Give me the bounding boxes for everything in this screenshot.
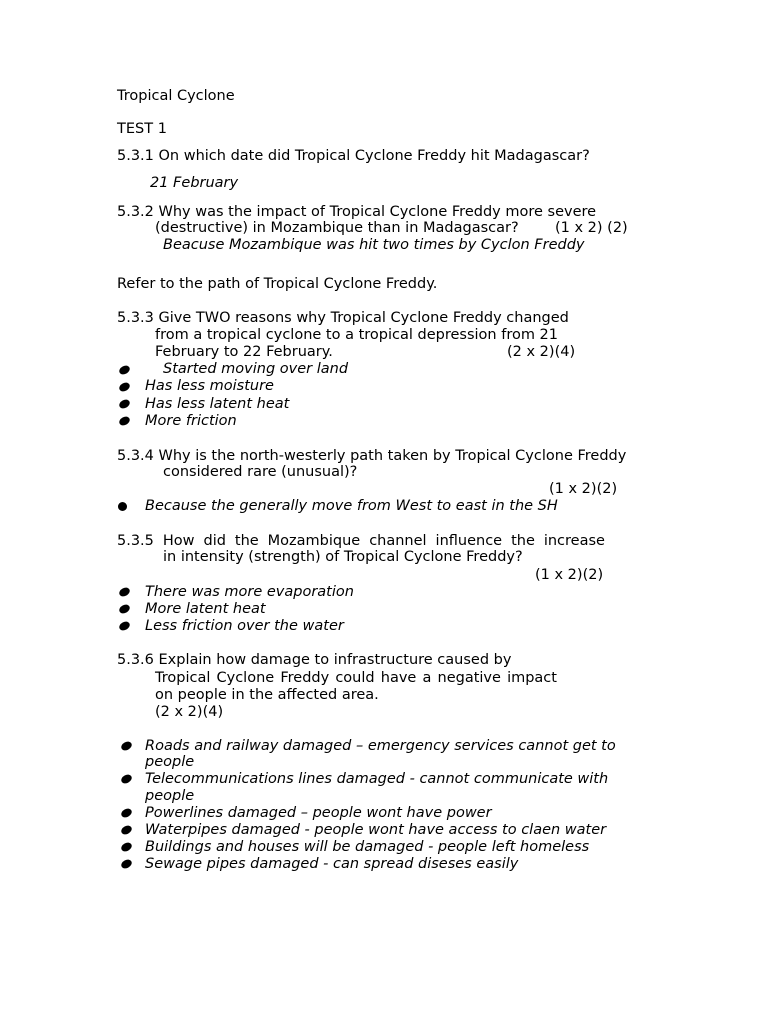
bullet-icon bbox=[118, 364, 131, 376]
bullet-icon bbox=[118, 502, 127, 511]
bullet-icon bbox=[120, 740, 133, 752]
answer-5-3-6-item: Roads and railway damaged – emergency services cannot get to bbox=[145, 738, 616, 754]
bullet-icon bbox=[118, 415, 131, 427]
answer-5-3-1: 21 February bbox=[150, 175, 239, 191]
marks-5-3-4: (1 x 2)(2) bbox=[549, 481, 618, 497]
answer-5-3-6-item: Waterpipes damaged - people wont have access to claen water bbox=[145, 822, 607, 838]
answer-5-3-2: Beacuse Mozambique was hit two times by Cyclon Freddy bbox=[163, 237, 585, 253]
question-5-3-3-line1: 5.3.3 Give TWO reasons why Tropical Cyclone Freddy changed bbox=[117, 310, 569, 326]
answer-5-3-6-item: Telecommunications lines damaged - cannot communicate with bbox=[145, 771, 609, 787]
test-label: TEST 1 bbox=[117, 121, 167, 137]
question-5-3-2-line1: 5.3.2 Why was the impact of Tropical Cyclone Freddy more severe bbox=[117, 204, 597, 220]
answer-5-3-5-item: Less friction over the water bbox=[145, 618, 344, 634]
question-5-3-5-line1: 5.3.5 How did the Mozambique channel influence the increase bbox=[117, 533, 605, 549]
bullet-icon bbox=[118, 381, 131, 393]
answer-5-3-3-item: More friction bbox=[145, 413, 237, 429]
bullet-icon bbox=[120, 858, 133, 870]
marks-5-3-5: (1 x 2)(2) bbox=[535, 567, 604, 583]
answer-5-3-3-item: Started moving over land bbox=[163, 361, 349, 377]
question-5-3-3-line3: February to 22 February. bbox=[155, 344, 333, 360]
bullet-icon bbox=[120, 841, 133, 853]
question-5-3-6-line1: 5.3.6 Explain how damage to infrastructure caused by bbox=[117, 652, 512, 668]
question-5-3-6-line2: Tropical Cyclone Freddy could have a negative impact bbox=[155, 670, 557, 686]
question-5-3-2-line2: (destructive) in Mozambique than in Madagascar? bbox=[155, 220, 519, 236]
question-5-3-1: 5.3.1 On which date did Tropical Cyclone Freddy hit Madagascar? bbox=[117, 148, 590, 164]
doc-title: Tropical Cyclone bbox=[117, 88, 235, 104]
marks-5-3-2: (1 x 2) (2) bbox=[555, 220, 628, 236]
answer-5-3-6-continuation: people bbox=[145, 788, 195, 804]
marks-5-3-6: (2 x 2)(4) bbox=[155, 704, 224, 720]
bullet-icon bbox=[118, 398, 131, 410]
question-5-3-6-line3: on people in the affected area. bbox=[155, 687, 379, 703]
answer-5-3-4: Because the generally move from West to east in the SH bbox=[145, 498, 558, 514]
bullet-icon bbox=[118, 586, 131, 598]
bullet-icon bbox=[120, 807, 133, 819]
answer-5-3-6-item: Sewage pipes damaged - can spread diseses easily bbox=[145, 856, 519, 872]
bullet-icon bbox=[120, 773, 133, 785]
refer-instruction: Refer to the path of Tropical Cyclone Freddy. bbox=[117, 276, 438, 292]
answer-5-3-3-item: Has less latent heat bbox=[145, 396, 290, 412]
answer-5-3-6-continuation: people bbox=[145, 754, 195, 770]
bullet-icon bbox=[118, 620, 131, 632]
question-5-3-5-line2: in intensity (strength) of Tropical Cyclone Freddy? bbox=[163, 549, 523, 565]
question-5-3-4-line1: 5.3.4 Why is the north-westerly path taken by Tropical Cyclone Freddy bbox=[117, 448, 627, 464]
question-5-3-4-line2: considered rare (unusual)? bbox=[163, 464, 358, 480]
answer-5-3-6-item: Powerlines damaged – people wont have power bbox=[145, 805, 492, 821]
answer-5-3-5-item: There was more evaporation bbox=[145, 584, 354, 600]
answer-5-3-6-item: Buildings and houses will be damaged - people left homeless bbox=[145, 839, 590, 855]
answer-5-3-3-item: Has less moisture bbox=[145, 378, 274, 394]
question-5-3-3-line2: from a tropical cyclone to a tropical depression from 21 bbox=[155, 327, 559, 343]
answer-5-3-5-item: More latent heat bbox=[145, 601, 266, 617]
marks-5-3-3: (2 x 2)(4) bbox=[507, 344, 576, 360]
bullet-icon bbox=[120, 824, 133, 836]
bullet-icon bbox=[118, 603, 131, 615]
